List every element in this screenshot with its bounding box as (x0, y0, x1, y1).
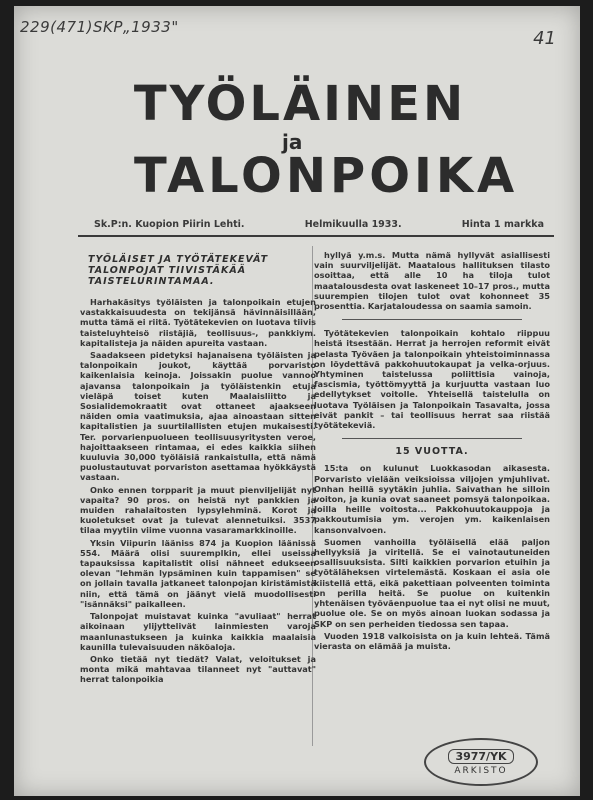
left-column (80, 250, 316, 790)
article-paragraph: Onko tietää nyt tiedät? Valat, veloitukset ja monta mikä mahtavaa tilanneet nyt "auttavat" herrat talonpoikia (80, 653, 316, 685)
stamp-number: 3977/YK (448, 749, 513, 764)
masthead-title-line1: TYÖLÄINEN (133, 76, 467, 132)
issue-price: Hinta 1 markka (461, 219, 544, 230)
article-paragraph: hyllyä y.m.s. Mutta nämä hyllyvät asiallisesti vain suurviljelijät. Maatalous hallituksen tilasto osoittaa, että alle 10 ha tiloja tulot maatalousdesta ovat laskeneet 10–17 pros., mutta suurempien tilojen tulot ovat kohonneet 35 prosenttia. Karjataloudessa on saamia samoin. (314, 250, 550, 312)
publisher-line: Sk.P:n. Kuopion Piirin Lehti. (94, 219, 245, 230)
masthead-conjunction: ja (282, 130, 303, 154)
article-paragraph: Yksin Viipurin lääniss 874 ja Kuopion läänissä 554. Määrä olisi suuremplkin, ellei useissa tapauksissa kapitalistit olisi nähneet edukseen olevan "lehmän lypsäminen kuin tappamisen" se on jollain tavalla jatkaneet talonpojan kiristämistä niin, että tämä on jäänyt vielä muodollisesti "isännäksi" paikalleen. (80, 537, 316, 609)
article-paragraph: Saadakseen pidetyksi hajanaisena työläisten ja talonpoikain joukot, käyttää porvaristo kaikenlaisia keinoja. Joissakin puolue vannoo ajavansa talonpoikain ja työläistenkin etuja vieläpä toiset kuten Maalaisliitto ja Sosialidemokraatit ovat ottaneet ajaakseen näiden omia vaatimuksia, ajaa ainoastaan sitten kapitalistien ja suurtilallisten etujen mukaisesti. Ter. porvarienpuolueen teollisuusyritysten veroe, hajoittaakseen rintamaa, ei edes kaikkia siihen kuuluvia 30,000 työläisiä rankaistulla, että nämä puolustautuvat porvariston asettamaa hyökkäystä vastaan. (80, 350, 316, 483)
newspaper-page (14, 6, 580, 796)
section-title: 15 VUOTTA. (395, 446, 469, 458)
archive-stamp (424, 738, 538, 786)
article-paragraph: Vuoden 1918 valkoisista on ja kuin lehteä. Tämä vierasta on elämää ja muista. (314, 630, 550, 651)
issue-date: Helmikuulla 1933. (304, 219, 402, 230)
masthead-divider (78, 235, 554, 237)
page-number: 41 (533, 28, 556, 49)
article-headline: TYÖLÄISET JA TYÖTÄTEKEVÄT TALONPOJAT TIIVISTÄKÄÄ TAISTELURINTAMAA. (88, 254, 269, 287)
stamp-label: ARKISTO (454, 765, 508, 776)
right-column (314, 250, 550, 790)
archive-reference: 229(471)SKP„1933" (20, 18, 179, 36)
article-paragraph: Harhakäsitys työläisten ja talonpoikain etujen vastakkaisuudesta on tekijänsä hävinnäisillään, mutta tämä ei riitä. Työtätekevien on luotava tiivis taisteluyhteisö riistäjiä, teollisuus-, pankkiym. kapitalisteja ja näiden apureita vastaan. (80, 297, 316, 348)
article-paragraph: Onko ennen torpparit ja muut pienviljelijät nyt vapaita? 90 pros. on heistä nyt pankkien ja muiden rahalaitosten lypsylehminä. Korot ja kuoletukset ovat ja tulevat alennetuiksi. 3537 tilaa myytiin viime vuonna vasaramarkkinoille. (80, 484, 316, 536)
article-paragraph: 15:ta on kulunut Luokkasodan aikasesta. Porvaristo vielään veiksioissa viljojen ymjuhlivat. Onhan heillä syytäkin juhlia. Saivathan he silloin voiton, ja kunia ovat saaneet pomsyä talonpoikaa. Joilla heille voitosta... Pakkohuutokauppoja ja pakkoutumisia ym. verojen ym. kaikenlaisen kansonvalvoen. (314, 463, 550, 535)
section-divider (342, 319, 522, 320)
masthead-subline (94, 219, 544, 230)
article-paragraph: Talonpojat muistavat kuinka "avuliaat" herrat aikoinaan ylijyttelivät lainmiesten varoja maanlunastukseen ja kuinka kaikkia maalaisia kaunilla tulevaisuuden näköaloja. (80, 611, 316, 652)
masthead-title-line2: TALONPOIKA (134, 148, 519, 204)
article-paragraph: Työtätekevien talonpoikain kohtalo riippuu heistä itsestään. Herrat ja herrojen reformit eivät pelasta Työväen ja talonpoikain yhteistoiminnassa on löydettävä pakkohuutokaupat ja velka-orjuus. Yhtyminen taistelussa poliittisia vainoja, fascismia, työttömyyttä ja kurjuutta vastaan luo edellytykset voitolle. Yhteisellä taistelulla on luotava Työläisen ja Talonpoikain Tasavalta, jossa eivät pankit – tai teollisuus herrat saa riistää työtätekeviä. (314, 328, 550, 431)
section-divider (342, 438, 522, 439)
article-paragraph: Suomen vanhoilla työläisellä elää paljon hellyyksiä ja viritellä. Se ei vainotautuneiden osallisuuksista. Silti kaikkien porvarion etuihin ja työtäläheksen virtelemästä. Koskaan ei asia ole kiistellä että, eikä pakettiaan polveenten toiminta on perilla heitä. Se puolue on kuitenkin yhtenäisen työväenpuolue taa ei nyt olisi ne muut, puolue ole. Se on myös ainoan luokan sodassa ja SKP on sen perheiden tiedossa sen tapaa. (314, 536, 550, 629)
